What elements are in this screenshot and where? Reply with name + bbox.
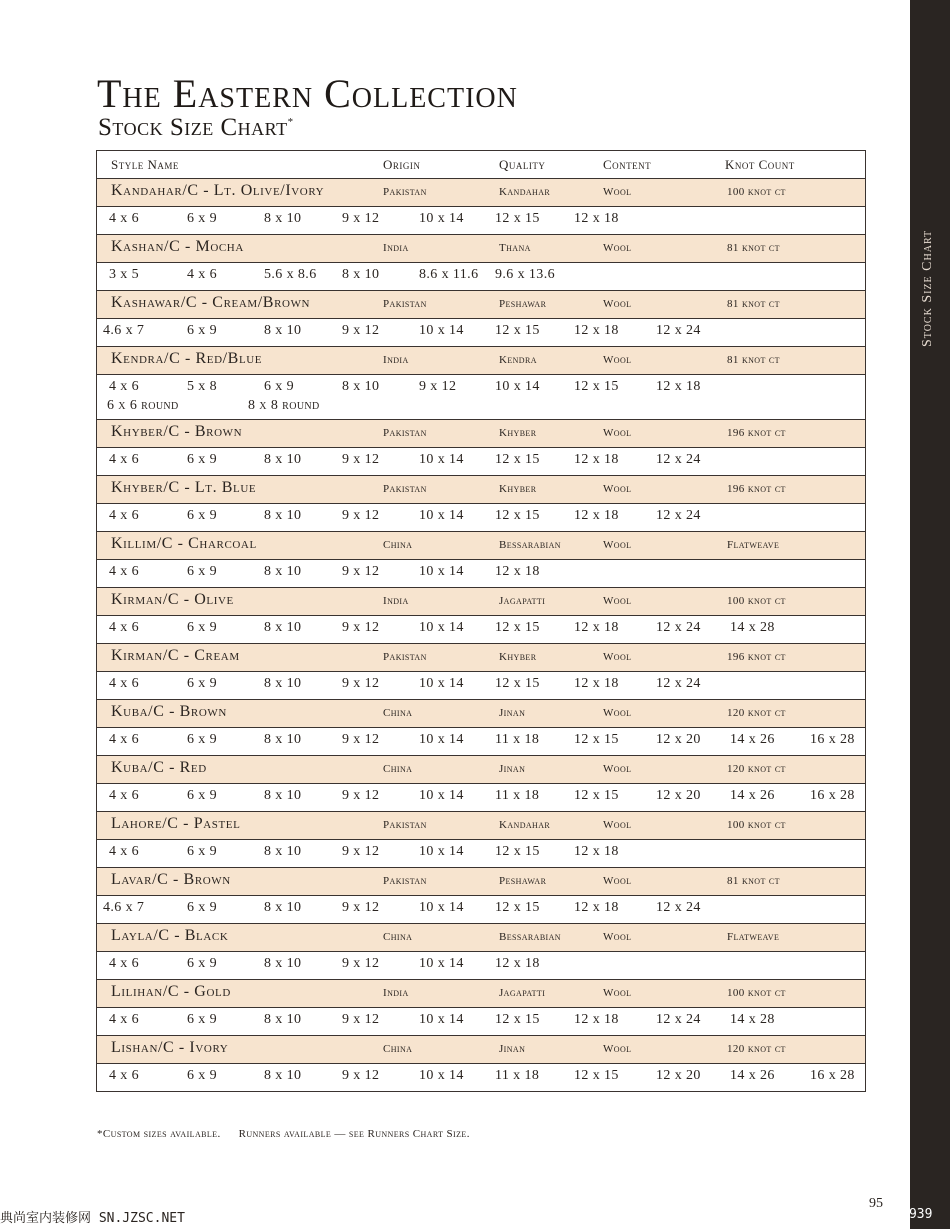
size-value: 10 x 14 [419,508,464,523]
size-value: 11 x 18 [495,732,540,747]
style-content: Wool [603,651,632,663]
size-value: 6 x 9 [187,844,217,859]
style-row [97,868,865,895]
size-row [97,374,865,420]
style-content: Wool [603,1043,632,1055]
size-value: 12 x 24 [656,323,701,338]
style-knot-count: 100 knot ct [727,819,786,831]
size-value: 8 x 10 [264,1012,302,1027]
size-value: 6 x 9 [187,676,217,691]
style-content: Wool [603,539,632,551]
size-value: 5.6 x 8.6 [264,267,317,282]
style-knot-count: 196 knot ct [727,483,786,495]
page-subtitle [98,114,294,142]
size-value: 14 x 26 [730,788,775,803]
size-value: 10 x 14 [419,620,464,635]
style-name: Kirman/C - Cream [111,647,240,664]
size-value: 10 x 14 [419,900,464,915]
size-row [97,503,865,532]
size-value: 8 x 10 [264,1068,302,1083]
style-knot-count: 120 knot ct [727,707,786,719]
size-row [97,839,865,868]
size-value: 12 x 15 [495,211,540,226]
size-value: 10 x 14 [419,1012,464,1027]
size-value: 9 x 12 [342,452,380,467]
style-quality: Khyber [499,651,537,663]
size-value: 12 x 24 [656,620,701,635]
size-value: 12 x 15 [574,379,619,394]
footnote-custom-sizes: *Custom sizes available. [97,1128,221,1140]
size-row [97,447,865,476]
style-origin: China [383,931,413,943]
style-content: Wool [603,819,632,831]
size-value: 10 x 14 [419,956,464,971]
size-value: 8 x 10 [264,676,302,691]
style-row [97,347,865,374]
size-value: 16 x 28 [810,732,855,747]
style-knot-count: 81 knot ct [727,875,780,887]
size-value: 3 x 5 [109,267,139,282]
size-value: 4 x 6 [109,844,139,859]
style-quality: Khyber [499,427,537,439]
size-value: 10 x 14 [419,564,464,579]
style-knot-count: 100 knot ct [727,186,786,198]
style-name: Lishan/C - Ivory [111,1039,229,1056]
size-value: 8 x 10 [264,508,302,523]
watermark-site: 典尚室内装修网 SN.JZSC.NET [0,1211,185,1226]
size-value: 10 x 14 [419,844,464,859]
style-content: Wool [603,595,632,607]
column-header-quality: Quality [499,157,546,172]
size-value: 8 x 10 [342,267,380,282]
size-value: 12 x 18 [495,564,540,579]
size-value: 8 x 10 [342,379,380,394]
style-quality: Kendra [499,354,537,366]
size-value: 6 x 9 [187,900,217,915]
size-value: 8.6 x 11.6 [419,267,479,282]
style-knot-count: Flatweave [727,539,780,551]
style-knot-count: 120 knot ct [727,763,786,775]
chart-header-row [97,151,865,179]
size-row [97,951,865,980]
size-value: 9 x 12 [342,1068,380,1083]
size-value: 6 x 9 [264,379,294,394]
style-knot-count: 100 knot ct [727,595,786,607]
size-value: 6 x 9 [187,323,217,338]
size-value: 12 x 24 [656,508,701,523]
size-value: 12 x 18 [574,676,619,691]
style-row [97,532,865,559]
size-value: 9 x 12 [342,788,380,803]
size-value: 9 x 12 [342,956,380,971]
size-value: 12 x 15 [495,1012,540,1027]
column-header-content: Content [603,157,652,172]
style-origin: Pakistan [383,427,427,439]
style-quality: Jinan [499,763,526,775]
style-name: Lavar/C - Brown [111,871,231,888]
sidebar-label: Stock Size Chart [920,229,935,347]
size-value: 12 x 18 [495,956,540,971]
size-value: 12 x 15 [574,788,619,803]
size-value: 12 x 24 [656,900,701,915]
size-value: 6 x 9 [187,211,217,226]
size-value: 8 x 10 [264,788,302,803]
column-header-style-name: Style Name [111,157,179,172]
size-value: 4 x 6 [187,267,217,282]
style-knot-count: Flatweave [727,931,780,943]
style-name: Killim/C - Charcoal [111,535,257,552]
style-quality: Khyber [499,483,537,495]
style-row [97,700,865,727]
style-origin: China [383,539,413,551]
size-value: 9 x 12 [419,379,457,394]
style-row [97,1036,865,1063]
size-value: 8 x 10 [264,452,302,467]
style-row [97,476,865,503]
size-value: 6 x 9 [187,956,217,971]
style-content: Wool [603,354,632,366]
size-value: 4 x 6 [109,620,139,635]
size-value: 12 x 24 [656,452,701,467]
size-value: 4 x 6 [109,1068,139,1083]
column-header-origin: Origin [383,157,421,172]
style-quality: Peshawar [499,875,547,887]
size-value: 12 x 18 [574,452,619,467]
style-quality: Bessarabian [499,931,561,943]
size-value: 9 x 12 [342,676,380,691]
size-value: 6 x 9 [187,564,217,579]
size-value: 9 x 12 [342,323,380,338]
page-edge-tab [910,0,950,1229]
style-quality: Kandahar [499,186,551,198]
size-value: 12 x 15 [495,900,540,915]
size-value: 10 x 14 [419,676,464,691]
size-value: 10 x 14 [419,452,464,467]
size-value: 9 x 12 [342,620,380,635]
style-row [97,235,865,262]
style-name: Kendra/C - Red/Blue [111,350,263,367]
style-quality: Peshawar [499,298,547,310]
size-value: 12 x 18 [574,620,619,635]
subtitle-footnote-mark: * [287,116,294,128]
style-origin: India [383,987,409,999]
style-origin: Pakistan [383,483,427,495]
size-value: 8 x 10 [264,564,302,579]
size-row [97,895,865,924]
style-content: Wool [603,987,632,999]
style-name: Kandahar/C - Lt. Olive/Ivory [111,182,325,199]
size-value: 10 x 14 [419,788,464,803]
subtitle-text: Stock Size Chart [98,114,288,141]
size-value: 12 x 15 [495,452,540,467]
size-value: 8 x 10 [264,620,302,635]
size-value: 10 x 14 [495,379,540,394]
size-value: 12 x 20 [656,732,701,747]
size-value: 4 x 6 [109,788,139,803]
size-value: 8 x 10 [264,956,302,971]
footnote [97,1128,470,1140]
size-value: 9 x 12 [342,564,380,579]
style-knot-count: 196 knot ct [727,651,786,663]
size-value: 12 x 15 [495,508,540,523]
size-row [97,262,865,291]
style-name: Lilihan/C - Gold [111,983,231,1000]
size-value: 6 x 9 [187,508,217,523]
style-row [97,980,865,1007]
style-row [97,291,865,318]
size-value: 12 x 15 [495,620,540,635]
style-origin: China [383,1043,413,1055]
style-content: Wool [603,763,632,775]
style-knot-count: 100 knot ct [727,987,786,999]
style-name: Kuba/C - Brown [111,703,227,720]
style-origin: India [383,354,409,366]
size-value: 4.6 x 7 [103,323,145,338]
size-value: 4 x 6 [109,1012,139,1027]
style-knot-count: 120 knot ct [727,1043,786,1055]
footnote-runners: Runners available — see Runners Chart Size. [238,1128,470,1140]
size-value: 14 x 26 [730,732,775,747]
size-row [97,615,865,644]
page-number: 95 [869,1196,883,1211]
size-value: 6 x 9 [187,788,217,803]
size-value: 12 x 15 [574,732,619,747]
style-name: Lahore/C - Pastel [111,815,241,832]
size-row [97,318,865,347]
style-quality: Jagapatti [499,595,546,607]
size-value: 12 x 15 [495,676,540,691]
style-name: Kirman/C - Olive [111,591,234,608]
size-value: 9 x 12 [342,508,380,523]
size-value: 12 x 20 [656,1068,701,1083]
style-content: Wool [603,427,632,439]
style-origin: China [383,763,413,775]
style-origin: Pakistan [383,819,427,831]
page-title: The Eastern Collection [97,71,518,116]
size-value: 12 x 15 [574,1068,619,1083]
size-value: 9 x 12 [342,732,380,747]
style-content: Wool [603,298,632,310]
size-value: 9 x 12 [342,900,380,915]
size-value: 12 x 18 [574,323,619,338]
size-value: 12 x 18 [574,900,619,915]
size-value: 9 x 12 [342,844,380,859]
size-row [97,206,865,235]
style-quality: Jagapatti [499,987,546,999]
size-value: 4.6 x 7 [103,900,145,915]
size-value: 4 x 6 [109,732,139,747]
size-value: 6 x 9 [187,1068,217,1083]
style-content: Wool [603,875,632,887]
style-origin: Pakistan [383,298,427,310]
style-name: Khyber/C - Lt. Blue [111,479,257,496]
style-quality: Bessarabian [499,539,561,551]
size-row [97,1063,865,1091]
size-row [97,1007,865,1036]
size-row [97,783,865,812]
size-value: 9 x 12 [342,1012,380,1027]
style-row [97,588,865,615]
size-value: 12 x 15 [495,844,540,859]
size-value: 8 x 10 [264,844,302,859]
style-knot-count: 81 knot ct [727,242,780,254]
style-quality: Kandahar [499,819,551,831]
size-value: 8 x 10 [264,211,302,226]
size-value: 16 x 28 [810,1068,855,1083]
size-value: 12 x 18 [574,1012,619,1027]
style-quality: Jinan [499,707,526,719]
size-row [97,671,865,700]
size-row [97,727,865,756]
style-knot-count: 81 knot ct [727,298,780,310]
size-value: 8 x 10 [264,323,302,338]
style-content: Wool [603,242,632,254]
style-origin: Pakistan [383,186,427,198]
style-content: Wool [603,186,632,198]
size-value: 5 x 8 [187,379,217,394]
size-value: 8 x 10 [264,900,302,915]
size-value: 10 x 14 [419,323,464,338]
style-name: Layla/C - Black [111,927,229,944]
style-row [97,924,865,951]
style-name: Kashan/C - Mocha [111,238,244,255]
size-value: 10 x 14 [419,732,464,747]
style-content: Wool [603,707,632,719]
size-value: 14 x 28 [730,1012,775,1027]
style-content: Wool [603,931,632,943]
style-quality: Thana [499,242,531,254]
size-value: 6 x 9 [187,1012,217,1027]
size-value-round: 8 x 8 round [248,398,320,413]
size-value: 4 x 6 [109,956,139,971]
style-origin: India [383,242,409,254]
size-value: 4 x 6 [109,211,139,226]
style-row [97,644,865,671]
size-value: 14 x 28 [730,620,775,635]
size-value: 9.6 x 13.6 [495,267,555,282]
size-value: 14 x 26 [730,1068,775,1083]
size-value: 4 x 6 [109,508,139,523]
style-origin: China [383,707,413,719]
style-origin: India [383,595,409,607]
size-value: 4 x 6 [109,452,139,467]
style-knot-count: 81 knot ct [727,354,780,366]
size-value: 4 x 6 [109,564,139,579]
size-value: 11 x 18 [495,788,540,803]
size-value: 12 x 24 [656,676,701,691]
watermark-number: NO:103939 [862,1207,933,1222]
size-value-round: 6 x 6 round [107,398,179,413]
size-value: 10 x 14 [419,211,464,226]
size-value: 12 x 15 [495,323,540,338]
column-header-knot-count: Knot Count [725,157,795,172]
style-row [97,812,865,839]
size-value: 12 x 18 [574,508,619,523]
style-row [97,420,865,447]
size-value: 12 x 18 [656,379,701,394]
size-value: 6 x 9 [187,452,217,467]
style-content: Wool [603,483,632,495]
stock-size-chart [96,150,866,1092]
style-name: Kuba/C - Red [111,759,207,776]
size-value: 10 x 14 [419,1068,464,1083]
size-value: 6 x 9 [187,732,217,747]
size-value: 8 x 10 [264,732,302,747]
style-row [97,756,865,783]
style-knot-count: 196 knot ct [727,427,786,439]
style-name: Kashawar/C - Cream/Brown [111,294,311,311]
style-quality: Jinan [499,1043,526,1055]
size-value: 11 x 18 [495,1068,540,1083]
size-value: 16 x 28 [810,788,855,803]
size-row [97,559,865,588]
style-row [97,179,865,206]
size-value: 12 x 24 [656,1012,701,1027]
size-value: 12 x 20 [656,788,701,803]
size-value: 6 x 9 [187,620,217,635]
size-value: 4 x 6 [109,379,139,394]
style-origin: Pakistan [383,875,427,887]
size-value: 4 x 6 [109,676,139,691]
size-value: 12 x 18 [574,844,619,859]
size-value: 12 x 18 [574,211,619,226]
style-origin: Pakistan [383,651,427,663]
size-value: 9 x 12 [342,211,380,226]
style-name: Khyber/C - Brown [111,423,243,440]
chart-body [97,179,865,1091]
